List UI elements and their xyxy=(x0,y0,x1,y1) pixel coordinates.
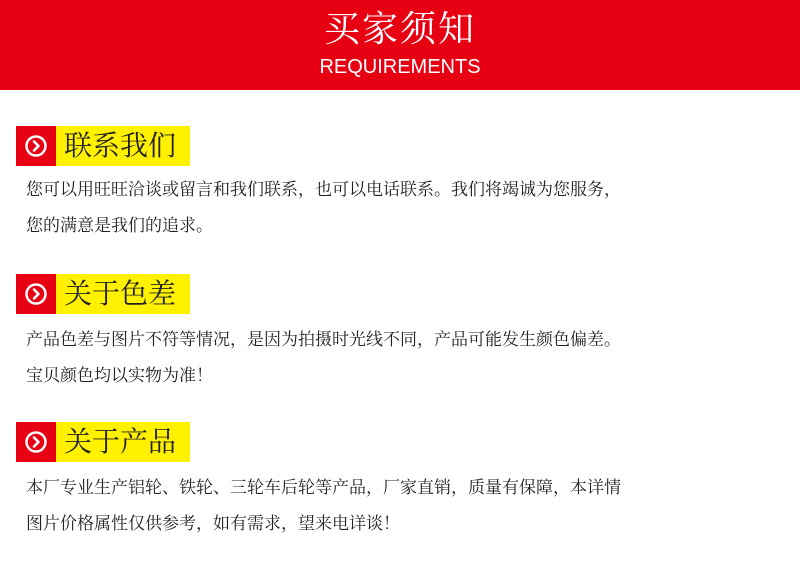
circle-chevron-right-icon xyxy=(16,274,56,314)
section-heading-tag xyxy=(16,126,190,166)
banner-title: 买家须知 xyxy=(323,9,476,50)
section-heading-tag xyxy=(16,274,190,314)
section-text-line: 产品色差与图片不符等情况，是因为拍摄时光线不同，产品可能发生颜色偏差。 xyxy=(26,330,621,350)
section-text-line: 您的满意是我们的追求。 xyxy=(26,216,213,236)
circle-chevron-right-icon xyxy=(16,126,56,166)
section-heading: 联系我们 xyxy=(64,129,177,162)
section-heading-tag xyxy=(16,422,190,462)
section-heading: 关于色差 xyxy=(64,277,177,310)
section-text-line: 宝贝颜色均以实物为准！ xyxy=(26,366,213,386)
section-text-line: 图片价格属性仅供参考，如有需求，望来电详谈！ xyxy=(26,514,400,534)
circle-chevron-right-icon xyxy=(16,422,56,462)
banner-subtitle: REQUIREMENTS xyxy=(319,56,481,78)
section-text-line: 您可以用旺旺洽谈或留言和我们联系，也可以电话联系。我们将竭诚为您服务， xyxy=(26,180,621,200)
section-heading: 关于产品 xyxy=(64,425,177,458)
section-text-line: 本厂专业生产铝轮、铁轮、三轮车后轮等产品，厂家直销，质量有保障，本详情 xyxy=(26,478,621,498)
header-banner xyxy=(0,0,800,90)
